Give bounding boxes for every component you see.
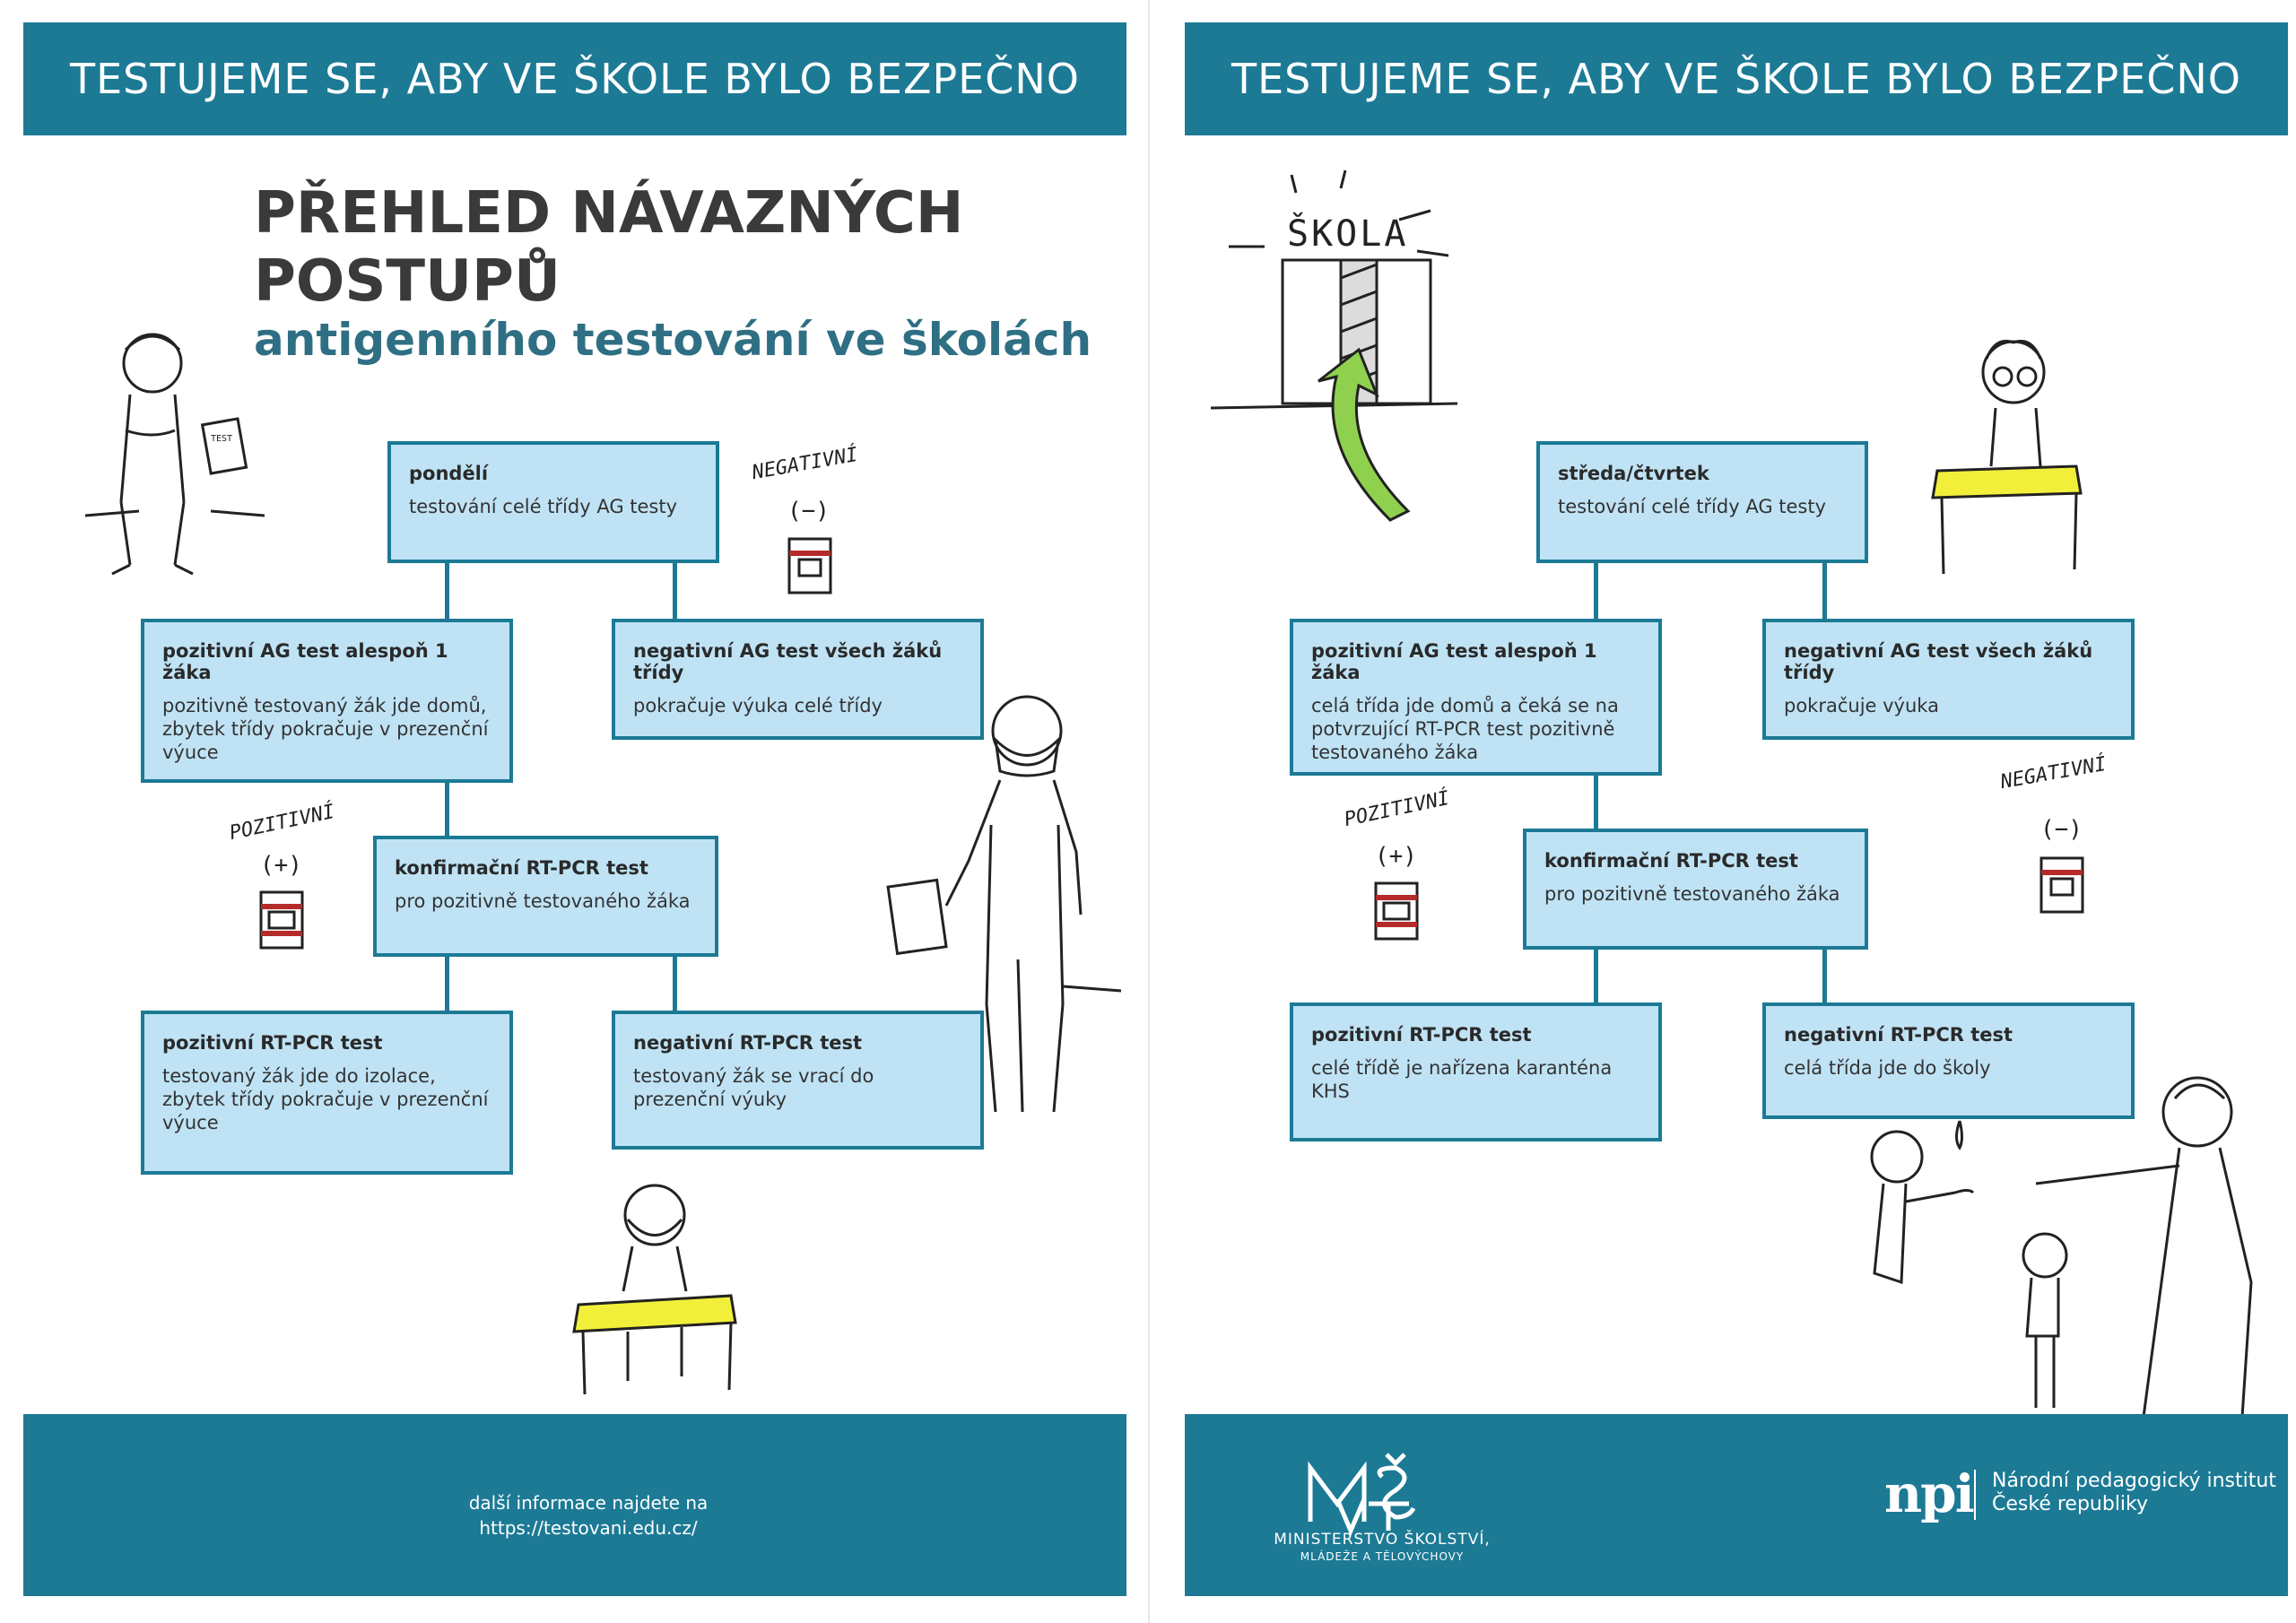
step-text: pro pozitivně testovaného žáka [395, 890, 691, 912]
school-sign: ŠKOLA [1287, 213, 1409, 255]
positive-sign: (+) [1375, 843, 1417, 870]
step-text: pro pozitivně testovaného žáka [1544, 883, 1840, 905]
left-banner-text: TESTUJEME SE, ABY VE ŠKOLE BYLO BEZPEČNO [69, 55, 1081, 103]
left-banner [23, 22, 1126, 135]
ag-negative-box [1762, 619, 2135, 740]
negative-sign: (−) [2040, 816, 2083, 843]
step-title: negativní AG test všech žáků třídy [1784, 640, 2093, 683]
step-text: pokračuje výuka celé třídy [633, 695, 883, 716]
student-at-desk-illustration [565, 1166, 744, 1399]
msmt-name: MINISTERSTVO ŠKOLSTVÍ, [1274, 1531, 1491, 1549]
negative-tube-icon [2039, 854, 2085, 915]
connector [1822, 947, 1827, 1004]
step-title: negativní RT-PCR test [1784, 1024, 2013, 1046]
student-testing-illustration [76, 323, 274, 592]
pcr-positive-box [141, 1011, 513, 1175]
npi-name [1992, 1470, 2276, 1516]
positive-label: POZITIVNÍ [227, 800, 337, 846]
step-text: celá třída jde do školy [1784, 1057, 1991, 1079]
footer-info [409, 1490, 768, 1541]
pcr-confirm-box [1523, 829, 1868, 950]
left-poster [0, 0, 1135, 1623]
step-text: testování celé třídy AG testy [1558, 496, 1827, 517]
pcr-positive-box [1290, 1002, 1662, 1141]
pcr-confirm-box [373, 836, 718, 957]
footer-info-line1: další informace najdete na [468, 1492, 709, 1514]
connector [445, 780, 449, 838]
test-card-label: TEST [211, 434, 233, 444]
step-title: středa/čtvrtek [1558, 463, 1709, 484]
step-text: pozitivně testovaný žák jde domů, zbytek třídy pokračuje v prezenční výuce [162, 695, 489, 763]
step-title: konfirmační RT-PCR test [395, 857, 648, 879]
step-text: pokračuje výuka [1784, 695, 1939, 716]
step-title: negativní AG test všech žáků třídy [633, 640, 943, 683]
connector [673, 954, 677, 1011]
connector [445, 560, 449, 622]
negative-sign: (−) [787, 498, 830, 525]
step-wed-thu-box [1536, 441, 1868, 563]
student-with-glasses-illustration [1924, 332, 2094, 583]
step-title: pozitivní AG test alespoň 1 žáka [1311, 640, 1597, 683]
connector [1594, 947, 1598, 1004]
step-text: testování celé třídy AG testy [409, 496, 678, 517]
negative-tube-icon [787, 534, 833, 595]
poster-subtitle: antigenního testování ve školách [254, 314, 1092, 366]
positive-tube-icon [258, 890, 305, 950]
poster-title [254, 179, 1061, 316]
right-banner [1185, 22, 2288, 135]
step-text: testovaný žák jde do izolace, zbytek třídy pokračuje v prezenční výuce [162, 1065, 489, 1133]
npi-name-line1: Národní pedagogický institut [1992, 1470, 2276, 1492]
negative-label: NEGATIVNÍ [750, 443, 860, 485]
left-footer [23, 1414, 1126, 1596]
npi-name-line2: České republiky [1992, 1493, 2149, 1515]
connector [1594, 560, 1598, 622]
msmt-subname: MLÁDEŽE A TĚLOVÝCHOVY [1300, 1550, 1465, 1563]
positive-label: POZITIVNÍ [1342, 786, 1452, 832]
health-worker-illustration [883, 690, 1126, 1130]
connector [1594, 773, 1598, 832]
positive-sign: (+) [260, 852, 302, 879]
step-title: pozitivní AG test alespoň 1 žáka [162, 640, 448, 683]
step-text: testovaný žák se vrací do prezenční výuky [633, 1065, 874, 1110]
connector [1822, 560, 1827, 622]
right-banner-text: TESTUJEME SE, ABY VE ŠKOLE BYLO BEZPEČNO [1231, 55, 2242, 103]
ag-positive-box [1290, 619, 1662, 776]
step-title: pozitivní RT-PCR test [1311, 1024, 1532, 1046]
step-title: pondělí [409, 463, 489, 484]
step-text: celá třída jde domů a čeká se na potvrzující RT-PCR test pozitivně testovaného žáka [1311, 695, 1619, 763]
right-poster [1161, 0, 2296, 1623]
footer-url-link[interactable]: https://testovani.edu.cz/ [479, 1517, 698, 1539]
step-title: negativní RT-PCR test [633, 1032, 863, 1054]
connector [673, 560, 677, 622]
poster-title-line1: PŘEHLED NÁVAZNÝCH [254, 180, 964, 247]
step-text: celé třídě je nařízena karanténa KHS [1311, 1057, 1613, 1102]
npi-logo: npi [1884, 1463, 1973, 1524]
connector [445, 954, 449, 1011]
page-divider [1148, 0, 1150, 1623]
positive-tube-icon [1373, 881, 1420, 942]
npi-divider [1974, 1470, 1976, 1520]
poster-title-line2: POSTUPŮ [254, 248, 561, 315]
negative-label: NEGATIVNÍ [1998, 752, 2109, 794]
teacher-children-illustration [1821, 1058, 2296, 1417]
step-monday-box [387, 441, 719, 563]
step-title: konfirmační RT-PCR test [1544, 850, 1798, 872]
right-footer [1185, 1414, 2288, 1596]
step-title: pozitivní RT-PCR test [162, 1032, 383, 1054]
ag-positive-box [141, 619, 513, 783]
